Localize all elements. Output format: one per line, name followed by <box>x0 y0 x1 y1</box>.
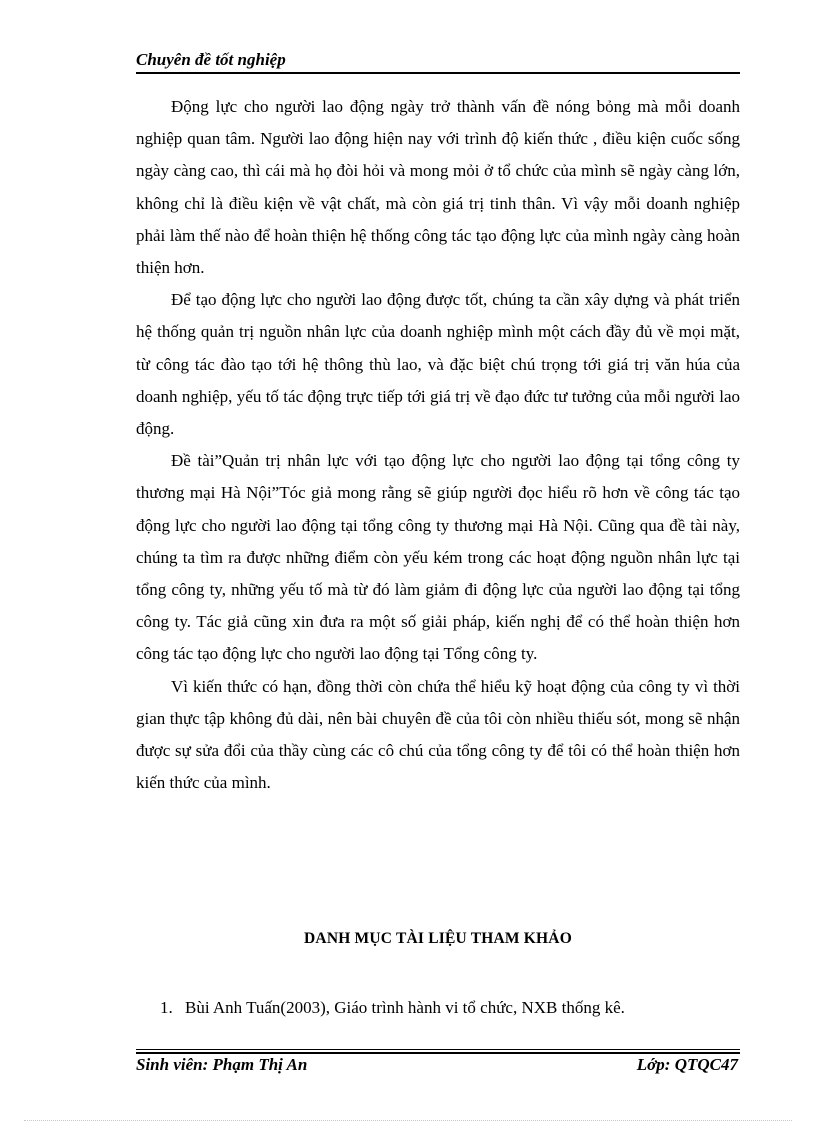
footer-divider <box>136 1049 740 1054</box>
reference-text: Bùi Anh Tuấn(2003), Giáo trình hành vi tổ chức, NXB thống kê. <box>185 998 625 1017</box>
page-bottom-edge <box>24 1120 792 1121</box>
references-title: DANH MỤC TÀI LIỆU THAM KHẢO <box>304 930 572 947</box>
reference-item <box>160 998 625 1018</box>
page-header <box>136 48 740 74</box>
paragraph-4: Vì kiến thức có hạn, đồng thời còn chứa thể hiểu kỹ hoạt động của công ty vì thời gian thực tập không đủ dài, nên bài chuyên đề của tôi còn nhiều thiếu sót, mong sẽ nhận được sự sửa đổi của thầy cùng các cô chú của tổng công ty để tôi có thể hoàn thiện hơn kiến thức của mình. <box>136 676 740 793</box>
body-content <box>136 91 740 799</box>
paragraph-1: Động lực cho người lao động ngày trở thành vấn đề nóng bỏng mà mỗi doanh nghiệp quan tâm. Người lao động hiện nay với trình độ kiến thức , điều kiện cuốc sống ngày càng cao, thì cái mà họ đòi hỏi và mong mỏi ở tổ chức của mình sẽ ngày càng lớn, không chỉ là điều kiện về vật chất, mà còn giá trị tinh thân. Vì vậy mỗi doanh nghiệp phải làm thế nào để hoàn thiện hệ thống công tác tạo động lực của mình ngày càng hoàn thiện hơn. <box>136 97 740 278</box>
paragraph-2: Để tạo động lực cho người lao động được tốt, chúng ta cần xây dựng và phát triển hệ thống quản trị nguồn nhân lực của doanh nghiệp mình một cách đầy đủ về mọi mặt, từ công tác đào tạo tới hệ thông thù lao, và đặc biệt chú trọng tới giá trị văn húa của doanh nghiệp, yếu tố tác động trực tiếp tới giá trị về đạo đức tư tưởng của mỗi người lao động. <box>136 290 740 439</box>
footer-class: Lớp: QTQC47 <box>636 1055 738 1074</box>
header-title: Chuyên đề tốt nghiệp <box>136 50 286 69</box>
footer-student: Sinh viên: Phạm Thị An <box>136 1055 308 1074</box>
reference-number: 1. <box>160 998 173 1017</box>
paragraph-3: Đề tài”Quản trị nhân lực với tạo động lực cho người lao động tại tổng công ty thương mại Hà Nội”Tóc giả mong rằng sẽ giúp người đọc hiểu rõ hơn về công tác tạo động lực cho người lao động tại tổng công ty thương mại Hà Nội. Cũng qua đề tài này, chúng ta tìm ra được những điểm còn yếu kém trong các hoạt động nguồn nhân lực tại tổng công ty, những yếu tố mà từ đó làm giảm đi động lực của người lao động tại tổng công ty. Tác giả cũng xin đưa ra một số giải pháp, kiến nghị để có thể hoàn thiện hơn công tác tạo động lực cho người lao động tại Tổng công ty. <box>136 451 740 664</box>
